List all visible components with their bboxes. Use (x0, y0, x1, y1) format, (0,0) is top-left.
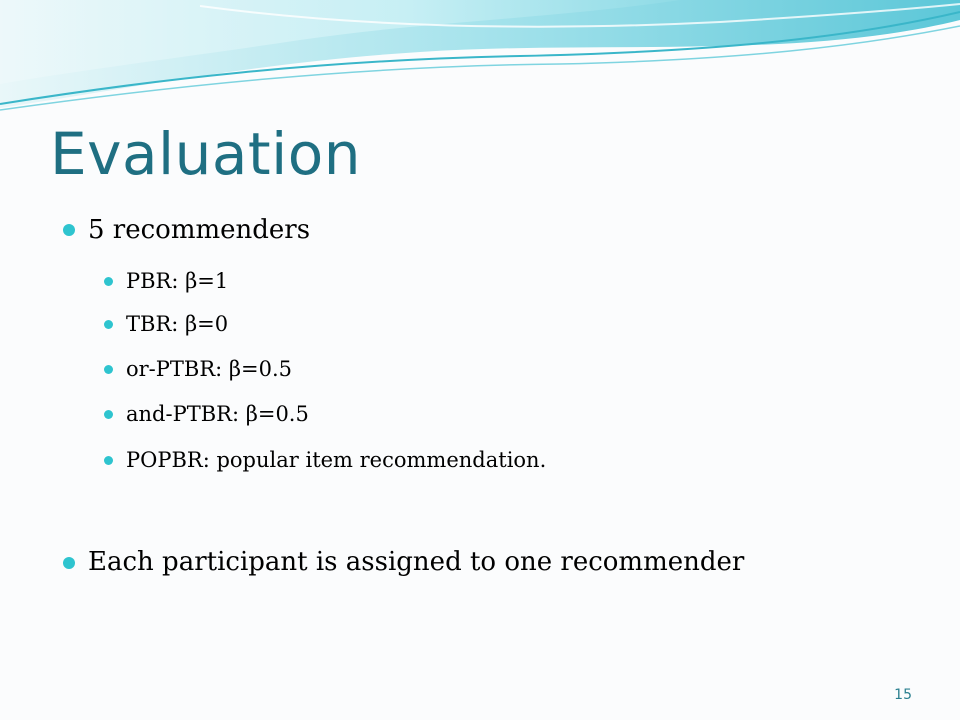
bullet-item: 5 recommenders (88, 215, 311, 245)
sub-bullet-dot-icon (104, 365, 113, 374)
sub-bullet-dot-icon (104, 410, 113, 419)
sub-bullet-item: or-PTBR: β=0.5 (126, 357, 293, 381)
slide-title: Evaluation (50, 120, 362, 188)
header-wave-decoration (0, 0, 960, 130)
sub-bullet-item: POPBR: popular item recommendation. (126, 448, 547, 472)
sub-bullet-item: PBR: β=1 (126, 269, 229, 293)
bullet-dot-icon (63, 224, 75, 236)
sub-bullet-item: TBR: β=0 (126, 312, 229, 336)
page-number: 15 (894, 687, 912, 703)
sub-bullet-dot-icon (104, 277, 113, 286)
sub-bullet-dot-icon (104, 456, 113, 465)
bullet-item: Each participant is assigned to one recommender (88, 547, 745, 577)
sub-bullet-dot-icon (104, 320, 113, 329)
sub-bullet-item: and-PTBR: β=0.5 (126, 402, 309, 426)
bullet-dot-icon (63, 557, 75, 569)
